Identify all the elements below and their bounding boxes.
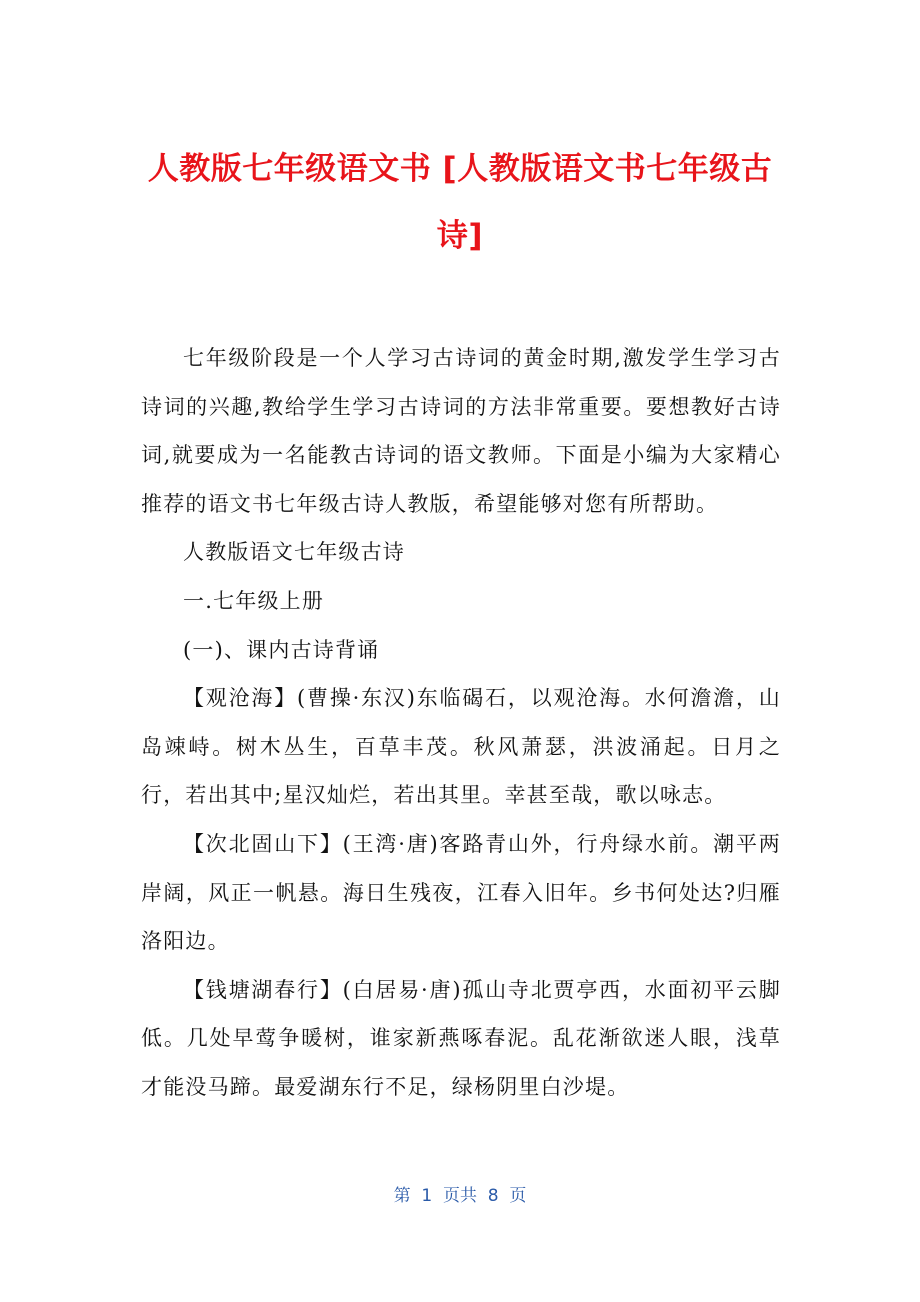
subsection-heading: 一.七年级上册 [183,588,325,613]
poem-paragraph: 【观沧海】(曹操·东汉)东临碣石，以观沧海。水何澹澹，山岛竦峙。树木丛生，百草丰茂。秋风萧瑟，洪波涌起。日月之行，若出其中;星汉灿烂，若出其里。幸甚至哉，歌以咏志。 [141,686,781,808]
page-number-footer: 第 1 页共 8 页 [393,1186,527,1206]
document-body [141,334,781,1112]
intro-paragraph: 七年级阶段是一个人学习古诗词的黄金时期,激发学生学习古诗词的兴趣,教给学生学习古诗词的方法非常重要。要想教好古诗词,就要成为一名能教古诗词的语文教师。下面是小编为大家精心推荐的语文书七年级古诗人教版，希望能够对您有所帮助。 [141,346,781,516]
poem-paragraph: 【钱塘湖春行】(白居易·唐)孤山寺北贾亭西，水面初平云脚低。几处早莺争暖树，谁家新燕啄春泥。乱花渐欲迷人眼，浅草才能没马蹄。最爱湖东行不足，绿杨阴里白沙堤。 [141,977,781,1099]
document-title: 人教版七年级语文书 [人教版语文书七年级古诗] [147,151,773,254]
poem-paragraph: 【次北固山下】(王湾·唐)客路青山外，行舟绿水前。潮平两岸阔，风正一帆悬。海日生残夜，江春入旧年。乡书何处达?归雁洛阳边。 [141,831,781,954]
section-heading: 人教版语文七年级古诗 [183,540,405,565]
subsection-heading: (一)、课内古诗背诵 [183,637,380,662]
